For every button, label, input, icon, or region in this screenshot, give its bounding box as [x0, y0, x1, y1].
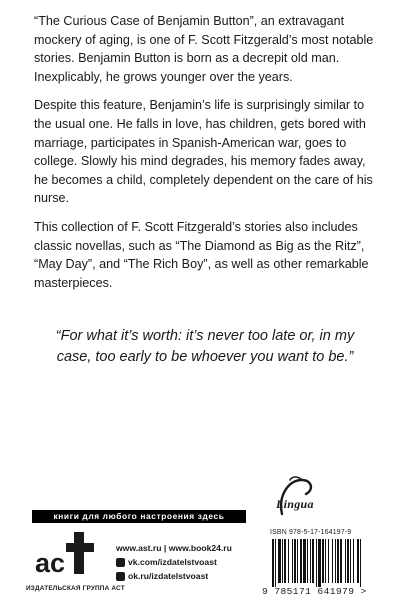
publisher-name: ИЗДАТЕЛЬСКАЯ ГРУППА АСТ: [26, 585, 125, 592]
barcode-bar: [332, 539, 333, 583]
barcode-bar: [284, 539, 286, 583]
barcode-bar: [303, 539, 306, 583]
barcode-bar: [353, 539, 354, 583]
isbn-text: ISBN 978-5-17-164197-9: [270, 529, 352, 536]
websites-line[interactable]: [116, 541, 266, 555]
barcode-bar: [316, 539, 317, 587]
barcode-bar: [294, 539, 296, 583]
ok-line[interactable]: [116, 569, 266, 583]
barcode-bar: [312, 539, 314, 583]
barcode-bar: [282, 539, 283, 583]
barcode-bar: [322, 539, 324, 583]
barcode-bar: [318, 539, 321, 587]
websites-text[interactable]: www.ast.ru | www.book24.ru: [116, 543, 232, 553]
vk-line[interactable]: [116, 555, 266, 569]
ok-link[interactable]: ok.ru/izdatelstvoast: [128, 571, 209, 581]
barcode-digits: 9 785171 641979 >: [262, 586, 367, 597]
description-paragraph: This collection of F. Scott Fitzgerald’s stories also includes classic novellas, such as “The Diamond as Big as the Ritz”, “May Day”, and “The Rich Boy”, as well as other remarkable masterpieces.: [34, 219, 369, 290]
barcode-bar: [325, 539, 326, 583]
publisher-logo: [34, 530, 94, 590]
barcode: [270, 539, 382, 589]
imprint-logo: Lingua: [276, 497, 314, 511]
vk-link[interactable]: vk.com/izdatelstvoast: [128, 557, 217, 567]
vk-icon: [116, 558, 125, 567]
barcode-bar: [288, 539, 289, 583]
publisher-contacts: [116, 541, 266, 583]
barcode-bar: [328, 539, 329, 583]
barcode-bar: [345, 539, 346, 583]
barcode-bar: [340, 539, 342, 583]
barcode-bar: [357, 539, 359, 583]
barcode-bar: [310, 539, 311, 583]
barcode-bar: [350, 539, 351, 583]
ok-icon: [116, 572, 125, 581]
barcode-bar: [347, 539, 349, 583]
barcode-bar: [278, 539, 281, 583]
barcode-bar: [292, 539, 293, 583]
publisher-logo-text: ac: [35, 548, 66, 578]
description-paragraph: Despite this feature, Benjamin’s life is surprisingly similar to the usual one. He falls in love, has children, gets bored with marriage, participates in Spanish-American war, goes to college. Slowly his mind degrades, his memory fades away, he becomes a child, completely dependent on the care of his nurse.: [34, 98, 373, 206]
barcode-bar: [337, 539, 339, 583]
description-paragraph: “The Curious Case of Benjamin Button”, an extravagant mockery of aging, is one of F. Scott Fitzgerald’s most notable stories. Benjamin Button is born as a decrepit old man. Inexplicably, he grows younger over the years.: [34, 14, 374, 84]
barcode-bar: [335, 539, 336, 583]
barcode-bar: [300, 539, 302, 583]
book-description: [34, 12, 380, 302]
pull-quote: “For what it’s worth: it’s never too late or, in my case, too early to be whoever you want to be.”: [55, 328, 355, 365]
tagline-banner: книги для любого настроения здесь: [32, 510, 246, 523]
barcode-bar: [297, 539, 298, 583]
barcode-bar: [360, 539, 361, 587]
barcode-bar: [272, 539, 274, 587]
barcode-bar: [307, 539, 308, 583]
barcode-bar: [275, 539, 276, 587]
